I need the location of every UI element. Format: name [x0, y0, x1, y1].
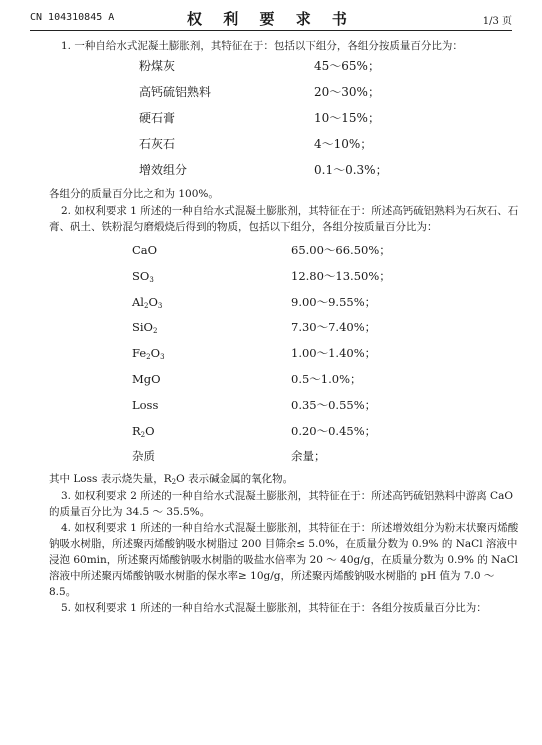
claim-3-text: 3. 如权利要求 2 所述的一种自给水式混凝土膨胀剂，其特征在于：所述高钙硫铝熟料中游离 CaO 的质量百分比为 34.5 ～ 35.5%。 [49, 490, 513, 519]
claim-4-text: 4. 如权利要求 1 所述的一种自给水式混凝土膨胀剂，其特征在于：所述增效组分为粉末状聚丙烯酸钠吸水树脂，所述聚丙烯酸钠吸水树脂过 200 目筛余≤ 5.0%，在质量分数为 0.9% 的 NaCl 溶液中浸泡 60min，所述聚丙烯酸钠吸水树脂的吸盐水倍率为 20 ～ 40g/g，在质量分数为 0.9% 的 NaCl 溶液中所述聚丙烯酸钠吸水树脂的保水率≥ 10g/g，所述聚丙烯酸钠吸水树脂的 pH 值为 7.0 ～ 8.5。 [49, 522, 519, 599]
component-value: 20～30%； [314, 85, 380, 99]
component-formula: SiO$_2$ [132, 320, 158, 336]
component-row [49, 392, 519, 418]
component-formula: 杂质 [132, 449, 155, 464]
claim-2-note: 其中 Loss 表示烧失量，$R_2O$ 表示碱金属的氧化物。 [49, 473, 294, 487]
component-formula: Loss [132, 397, 159, 412]
component-value: 0.5～1.0%； [291, 371, 362, 386]
claim-1-sum-note: 各组分的质量百分比之和为 100%。 [49, 188, 219, 200]
component-formula: CaO [132, 243, 158, 257]
component-name: 石灰石 [139, 137, 176, 151]
claim-1-intro: 1. 一种自给水式泥凝土膨胀剂，其特征在于：包括以下组分，各组分按质量百分比为： [61, 40, 463, 52]
claim-5-text: 5. 如权利要求 1 所述的一种自给水式混凝土膨胀剂，其特征在于：各组分按质量百分比为： [61, 602, 487, 615]
claim-2-intro: 2. 如权利要求 1 所述的一种自给水式混凝土膨胀剂，其特征在于：所述高钙硫铝熟料为石灰石、石膏、矾土、铁粉混匀磨煅烧后得到的物质，包括以下组分，各组分按质量百分比为： [49, 205, 519, 233]
component-row [49, 106, 519, 132]
component-value: 1.00～1.40%； [291, 346, 377, 361]
component-value: 12.80～13.50%； [291, 268, 391, 283]
component-value: 9.00～9.55%； [291, 294, 377, 309]
component-value: 10～15%； [314, 111, 380, 125]
component-value: 0.1～0.3%； [314, 163, 388, 177]
component-row [49, 132, 519, 158]
component-formula: $Fe_2O_3$ [132, 346, 165, 362]
page-header [30, 8, 512, 28]
component-row [49, 340, 519, 366]
header-rule [30, 30, 512, 31]
component-name: 粉煤灰 [139, 59, 176, 73]
component-row [49, 158, 519, 184]
component-row [49, 314, 519, 340]
component-value: 4～10%； [314, 137, 373, 151]
component-row [49, 366, 519, 392]
component-row [49, 54, 519, 80]
component-row [49, 237, 519, 263]
component-name: 高钙硫铝熟料 [139, 85, 212, 99]
page-number: 1/3 页 [482, 16, 512, 27]
component-row [49, 80, 519, 106]
component-formula: $Al_2O_3$ [132, 294, 163, 310]
component-value: 45～65%； [314, 59, 380, 73]
component-formula: $SO_3$ [132, 268, 154, 284]
component-formula: $R_2O$ [132, 423, 155, 439]
component-row [49, 263, 519, 289]
component-value: 7.30～7.40%； [291, 320, 377, 335]
document-number: CN 104310845 A [30, 12, 115, 23]
claims-body [49, 38, 519, 616]
component-value: 余量； [291, 449, 326, 464]
component-name: 增效组分 [139, 163, 188, 177]
component-name: 硬石膏 [139, 111, 176, 125]
component-row [49, 443, 519, 469]
component-row [49, 289, 519, 315]
component-row [49, 418, 519, 444]
component-value: 65.00～66.50%； [291, 243, 391, 257]
component-value: 0.35～0.55%； [291, 397, 377, 412]
page-title: 权 利 要 求 书 [187, 10, 355, 28]
claim-2-component-table [49, 237, 519, 469]
component-formula: MgO [132, 371, 161, 386]
component-value: 0.20～0.45%； [291, 423, 377, 438]
claim-1-component-table [49, 54, 519, 184]
